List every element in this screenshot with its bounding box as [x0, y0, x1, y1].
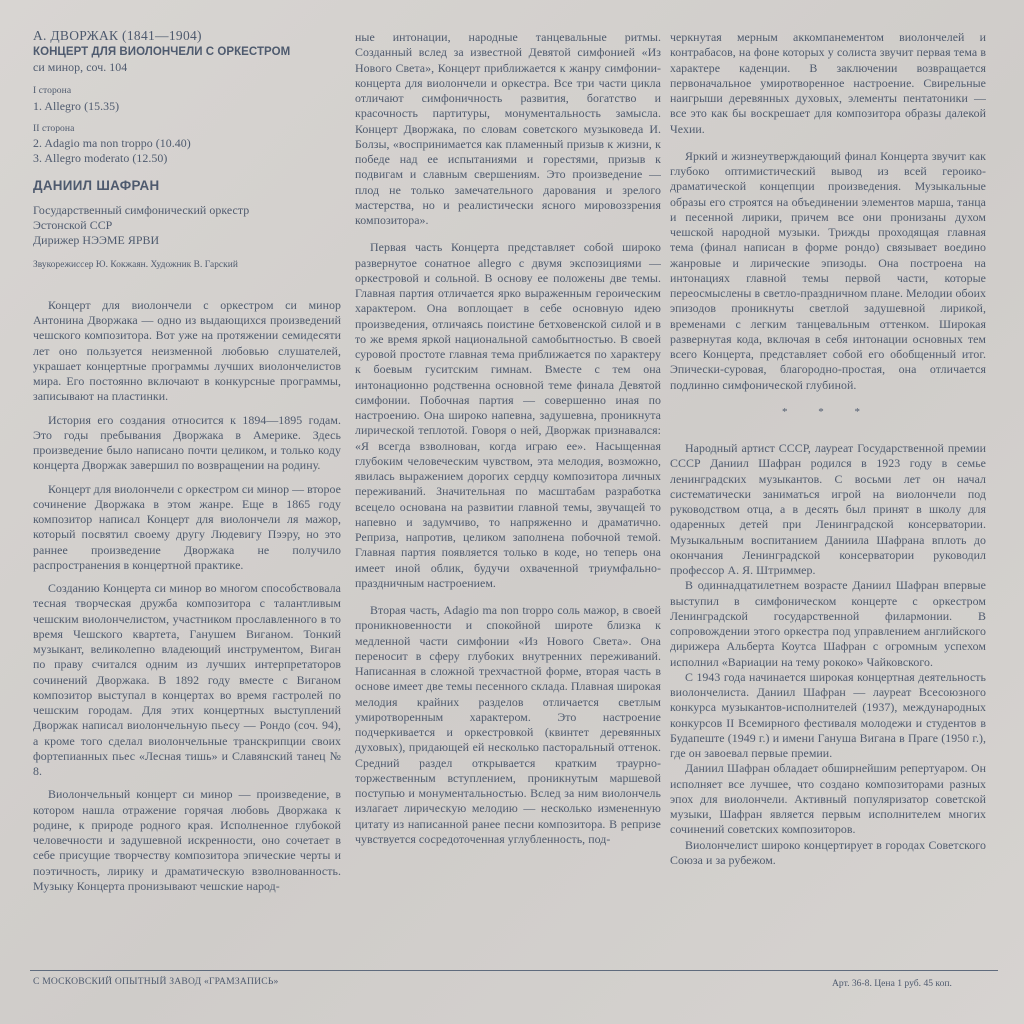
paragraph: Вторая часть, Adagio ma non troppo соль мажор, в своей проникновенности и спокойной широте близка к медленной части симфонии «Из Нового Света». Она переносит в сферу глубоких внутренних переживаний. Написанная в сложной трехчастной форме, вторая часть в основе имеет две темы песенного склада. Плавная широкая мелодия крайних разделов отличается светлым умиротворенным характером. Это настроение подчеркивается и оркестровкой (квинтет деревянных духовых), придающей ей несколько пасторальный оттенок. Средний раздел открывается кратким траурно-торжественным вступлением, проникнутым маршевой поступью и монументальностью. Вслед за ним виолончель излагает лирическую мелодию — несколько измененную цитату из написанной ранее песни композитора. В репризе чувствуется сосредоточенная углубленность, под- — [355, 603, 661, 846]
paragraph: С 1943 года начинается широкая концертная деятельность виолончелиста. Даниил Шафран — лауреат Всесоюзного конкурса музыкантов-исполнителей (1937), международных конкурсов II Всемирного фестиваля молодежи и студентов в Будапеште (1949 г.) и имени Гануша Вигана в Праге (1950 г.), где он завоевал первые премии. — [670, 669, 986, 760]
composer-line — [33, 28, 341, 44]
track-2: 2. Adagio ma non troppo (10.40) — [33, 136, 191, 151]
orchestra-line-1: Государственный симфонический оркестр — [33, 202, 250, 217]
paragraph: черкнутая мерным аккомпанементом виолончелей и контрабасов, на фоне которых у солиста звучит первая тема в характере каденции. В заключении возвращается первоначальное умиротворенное настроение. Свирельные наигрыши деревянных духовых, элементы пентатоники — все это как бы воскрешает для композитора образы далекой Чехии. — [670, 30, 986, 136]
side-1-label: I сторона — [33, 85, 72, 97]
column-1 — [33, 28, 341, 894]
catalog-price: Арт. 36-8. Цена 1 руб. 45 коп. — [832, 978, 952, 989]
paragraph: Первая часть Концерта представляет собой широко развернутое сонатное allegro с двумя экспозициями — оркестровой и сольной. В основу ее положены две темы. Главная партия отличается ярко выраженным героическим характером. Она воплощает в себе основную идею произведения, отличаясь поистине бетховенской силой и в то же время яркой национальной самобытностью. В своей суровой простоте главная тема приближается по характеру к боевым гуситским гимнам. Вместе с тем она интонационно родственна основной теме финала Девятой симфонии. Побочная партия — совершенно иная по настроению. Она широко напевна, задушевна, проникнута лирической теплотой. Говоря о ней, Дворжак признавался: «Я всегда взволнован, когда играю ее». Насыщенная глубоким человеческим чувством, эта мелодия, возможно, явилась выражением дорогих сердцу композитора личных переживаний. Значительная по масштабам разработка всецело основана на развитии главной темы, звучащей то напевно и задумчиво, то напряженно и драматично. Реприза, напротив, целиком заполнена побочной темой. Главная партия появляется только в коде, но теперь она имеет иной облик, будучи охваченной триумфально-праздничным настроением. — [355, 240, 661, 590]
track-1: 1. Allegro (15.35) — [33, 98, 120, 113]
composer-years: (1841—1904) — [122, 28, 202, 43]
paragraph: В одиннадцатилетнем возрасте Даниил Шафран впервые выступил в симфоническом концерте с оркестром Ленинградской государственной филармонии. В сопровождении этого оркестра под управлением английского дирижера Альберта Коутса Шафран с огромным успехом исполнил «Вариации на тему рококо» Чайковского. — [670, 578, 986, 669]
paragraph: Яркий и жизнеутверждающий финал Концерта звучит как глубоко оптимистический вывод из всей героико-драматической концепции произведения. Музыкальные образы его строятся на объединении элементов марша, танца и песенной лирики, причем все они пронизаны духом чешской народной музыки. Трижды проходящая главная тема (финал написан в форме рондо) связывает воедино жанровые и лирические эпизоды. Она построена на интонациях главной темы первой части, которые переосмыслены в светло-праздничном плане. Мелодии обоих эпизодов проникнуты светлой задушевной лирикой, временами с легким танцевальным оттенком. Широкая развернутая кода, включая в себя интонации основных тем всего Концерта, представляет собой его обобщенный итог. Эпически-суровая, благородно-простая, она отличается подлинно симфонической глубиной. — [670, 148, 986, 392]
work-key: си минор, соч. 104 — [33, 60, 128, 74]
column-1-body — [33, 298, 341, 894]
footer-rule — [30, 970, 998, 971]
side-2-label: II сторона — [33, 123, 75, 134]
publisher-line: С МОСКОВСКИЙ ОПЫТНЫЙ ЗАВОД «ГРАМЗАПИСЬ» — [33, 976, 279, 987]
paragraph: Даниил Шафран обладает обширнейшим репертуаром. Он исполняет все лучшее, что создано композиторами разных эпох для виолончели. Активный популяризатор советской музыки, Шафран является первым исполнителем многих сочинений советских композиторов. — [670, 761, 986, 837]
column-2 — [355, 30, 661, 847]
orchestra-line-2: Эстонской ССР — [33, 217, 113, 232]
paragraph: История его создания относится к 1894—1895 годам. Это годы пребывания Дворжака в Америке. Здесь произведение было написано почти целиком, и только коду концерта Дворжак завершил по возвращении на родину. — [33, 412, 341, 473]
paragraph: Народный артист СССР, лауреат Государственной премии СССР Даниил Шафран родился в 1923 году в семье ленинградских музыкантов. С восьми лет он начал систематически заниматься игрой на виолончели под руководством отца, а в десять был принят в школу для одаренных детей при Ленинградской консерватории. Музыкальным воспитанием Даниила Шафрана вплоть до окончания Ленинградской консерватории руководил профессор А. Я. Штриммер. — [670, 441, 986, 577]
soloist-name: ДАНИИЛ ШАФРАН — [33, 178, 160, 194]
column-3 — [670, 30, 986, 868]
paragraph: Концерт для виолончели с оркестром си минор Антонина Дворжака — одно из выдающихся произведений чешского композитора. Вот уже на протяжении семидесяти лет оно пользуется неизменной любовью слушателей, украшает концертные программы лучших виолончелистов мира. Его постоянно включают в конкурсные программы, записывают на пластинки. — [33, 297, 341, 404]
work-title: КОНЦЕРТ ДЛЯ ВИОЛОНЧЕЛИ С ОРКЕСТРОМ — [33, 46, 291, 58]
paragraph: ные интонации, народные танцевальные ритмы. Созданный вслед за известной Девятой симфонией «Из Нового Света», Концерт приближается к жанру симфонии-концерта для виолончели и оркестра. Все три части цикла отличают симфоничность развития, богатство и красочность партитуры, монументальность замысла. Концерт Дворжака, по словам советского музыковеда И. Болзы, «воспринимается как пламенный призыв к жизни, к победе над ее испытаниями и горестями, призыв к подвигам и славным свершениям. Это произведение — плод не только замечательного дарования и зрелого мастерства, но и реалистически ясного мировоззрения композитора». — [355, 30, 661, 227]
conductor: Дирижер НЭЭМЕ ЯРВИ — [33, 232, 160, 247]
track-3: 3. Allegro moderato (12.50) — [33, 150, 168, 165]
credits: Звукорежиссер Ю. Кокжаян. Художник В. Гарский — [33, 259, 238, 270]
paragraph: Виолончельный концерт си минор — произведение, в котором нашла отражение горячая любовь Дворжака к родине, к природе родного края. Исполненное глубокой человечности и задушевной искренности, оно сочетает в себе присущие творчеству композитора эпические черты и поэтичность, лирику и драматическую взволнованность. Музыку Концерта пронизывают чешские народ- — [33, 787, 341, 893]
orchestra — [33, 203, 341, 248]
paragraph: Концерт для виолончели с оркестром си минор — второе сочинение Дворжака в этом жанре. Еще в 1865 году композитор написал Концерт для виолончели ля мажор, который посвятил своему другу Людевигу Пээру, но это раннее произведение Дворжака не получило распространения в концертной практике. — [33, 481, 341, 572]
composer-name: А. ДВОРЖАК — [33, 28, 119, 43]
section-separator: * * * — [782, 405, 874, 418]
paragraph: Созданию Концерта си минор во многом способствовала тесная творческая дружба композитора с талантливым чешским виолончелистом, участником прославленного в то время Чешского квартета, Ганушем Виганом. Тонкий музыкант, великолепно владеющий инструментом, Виган по праву считался одним из лучших интерпретаторов сочинений Дворжака. В 1892 году вместе с Виганом композитор выступал в концертах во время гастролей по чешским городам. Для этих концертных выступлений Дворжак написал виолончельную пьесу — Рондо (соч. 94), а кроме того сделал виолончельные транскрипции своих фортепианных пьес «Лесная тишь» и Славянский танец № 8. — [33, 581, 341, 778]
paragraph: Виолончелист широко концертирует в городах Советского Союза и за рубежом. — [670, 837, 986, 867]
